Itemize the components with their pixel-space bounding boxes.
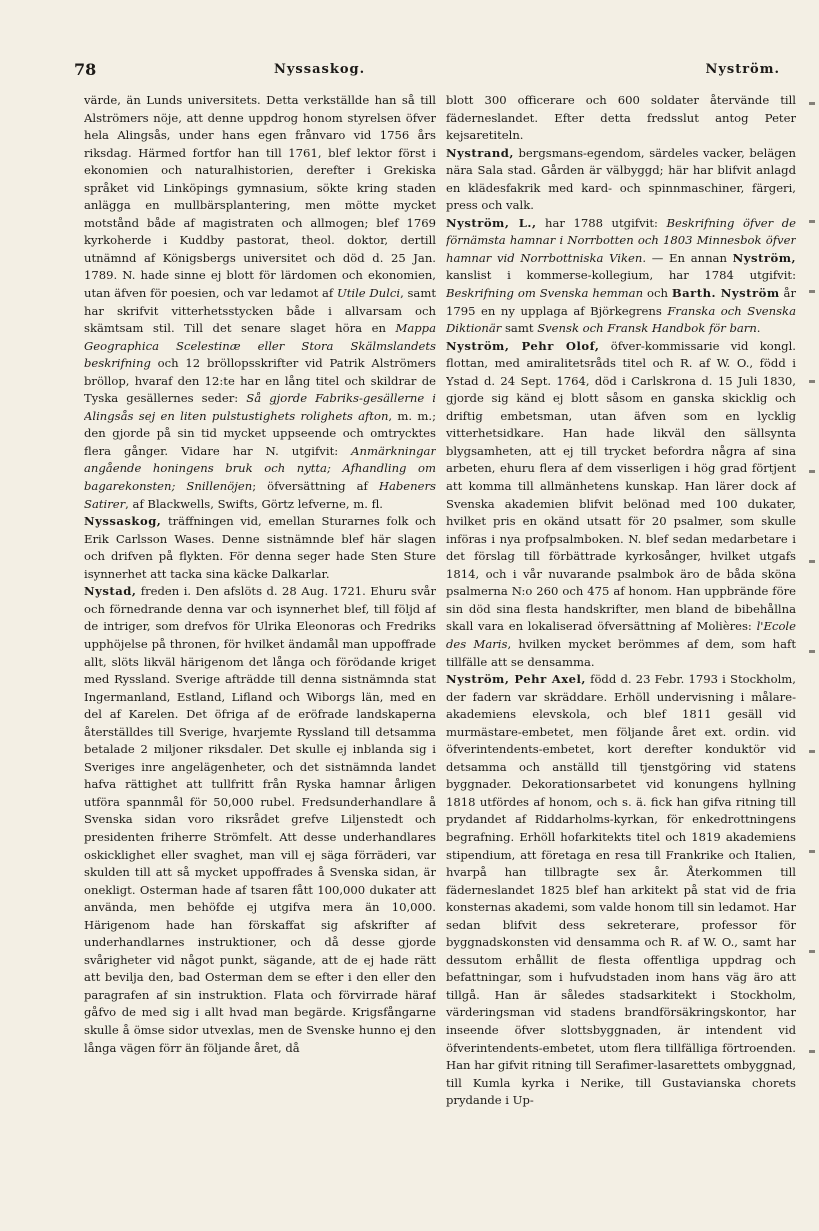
headword: Nyström, Pehr Olof, <box>446 338 600 353</box>
entry-nystrom-pehr-axel: Nyström, Pehr Axel, född d. 23 Febr. 1793 i Stockholm, der fadern var skräddare. Erhöll undervisning i målare-akademiens elevskola, och blef 1811 gesäll vid murmästare-embetet, men följande året ext. ordin. vid öfverintendents-embetet, kort derefter konduktör vid detsamma och anställd till tjenstgöring vid statens byggnader. Dekorationsarbetet vid konungens hyllning 1818 utfördes af honom, och s. ä. fick han gifva ritning till prydandet af Riddarholms-kyrkan, för enkedrottningens begrafning. Erhöll hofarkitekts titel och 1819 akademiens stipendium, att företaga en resa till Frankrike och Italien, hvarpå han tillbragte sex år. Återkommen till fäderneslandet 1825 blef han arkitekt på stat vid de fria konsternas akademi, som valde honom till sin ledamot. Har sedan blifvit dess sekreterare, professor för byggnadskonsten vid densamma och R. af W. O., samt har dessutom erhållit de flesta offentliga uppdrag och befattningar, som i hufvudstaden inom hans väg äro att tillgå. Han är således stadsarkitekt i Stockholm, värderingsman vid stadens brandförsäkringskontor, har inseende öfver slottsbyggnaden, är intendent vid öfverintendents-embetet, utom flera tillfälliga förtroenden. Han har gifvit ritning till Serafimer-lasarettets ombyggnad, till Kumla kyrka i Nerike, till Gustavianska chorets prydande i Up- <box>446 672 796 1108</box>
right-column <box>446 92 796 1212</box>
entry-nystad: Nystad, freden i. Den afslöts d. 28 Aug. 1721. Ehuru svår och förnedrande denna var och isynnerhet blef, till följd af de intriger, som drefvos för Ulrika Eleonoras och Fredriks upphöjelse på thronen, för hvilket ändamål man uppoffrade allt, slöts likväl härigenom det långa och förödande kriget med Ryssland. Sverige afträdde till denna sistnämnda stat Ingermanland, Estland, Lifland och Wiborgs län, med en del af Karelen. Det öfriga af de eröfrade landskaperna återställdes till Sverige, hvarjemte Ryssland till detsamma betalade 2 miljoner riksdaler. Det skulle ej inblanda sig i Sveriges inre angelägenheter, och det sistnämnda landet hafva rättighet att tullfritt från Ryska hamnar årligen utföra spannmål för 50,000 rubel. Fredsunderhandlare å Svenska sidan voro riksrådet grefve Liljenstedt och presidenten friherre Strömfelt. Att desse underhandlares oskicklighet eller svaghet, man vill ej säga förräderi, var skulden till att så mycket uppoffrades å Svenska sidan, är onekligt. Osterman hade af tsaren fått 100,000 dukater att använda, men behöfde ej utgifva mera än 10,000. Härigenom hade han förskaffat sig afskrifter af underhandlarnes instruktioner, och då desse gjorde svårigheter vid något punkt, sägande, att de ej hade rätt att bevilja den, bad Osterman dem se efter i den eller den paragrafen af sin instruktion. Flata och förvirrade häraf gåfvo de med sig i allt hvad man begärde. Krigsfångarne skulle å ömse sidor utvexlas, men de Svenske hunno ej den långa vägen förr än följande året, då <box>84 584 436 1055</box>
headword: Nystad, <box>84 584 137 599</box>
running-head-left: Nyssaskog. <box>274 62 366 77</box>
page-header <box>74 60 794 84</box>
margin-bleed-marks <box>801 90 815 1210</box>
running-head-right: Nyström. <box>705 62 780 77</box>
left-column <box>84 92 436 1212</box>
headword: Nystrand, <box>446 145 514 160</box>
headword: Nyssaskog, <box>84 514 162 529</box>
entry-nystad-continued: blott 300 officerare och 600 soldater återvände till fäderneslandet. Efter detta fredsslut antog Peter kejsaretiteln. <box>446 93 796 143</box>
entry-nyssaskog-continued: värde, än Lunds universitets. Detta verkställde han så till Alströmers nöje, att denne uppdrog honom styrelsen öfver hela Alingsås, under hans egen frånvaro vid 1756 års riksdag. Härmed fortfor han till 1761, blef lektor först i ekonomien och naturalhistorien, derefter i Grekiska språket vid Linköpings gymnasium, sökte kring staden anlägga en mullbärsplantering, men mötte mycket motstånd både af magistraten och allmogen; blef 1769 kyrkoherde i Kuddby pastorat, theol. doktor, dertill utnämnd af Königsbergs universitet och död d. 25 Jan. 1789. N. hade sinne ej blott för lärdomen och ekonomien, utan äfven för poesien, och var ledamot af Utile Dulci, samt har skrifvit vitterhetsstycken både i allvarsam och skämtsam stil. Till det senare slaget höra en Mappa Geographica Scelestinæ eller Stora Skälmslandets beskrifning och 12 bröllopsskrifter vid Patrik Alströmers bröllop, hvaraf den 12:te har en lång titel och skildrar de Tyska gesällernes seder: Så gjorde Fabriks-gesällerne i Alingsås sej en liten pulstustighets rolighets afton, m. m.; den gjorde på sin tid mycket uppseende och omtrycktes flera gånger. Vidare har N. utgifvit: Anmärkningar angående honingens bruk och nytta; Afhandling om bagarekonsten; Snillenöjen; öfversättning af Habeners Satirer, af Blackwells, Swifts, Görtz lefverne, m. fl. <box>84 93 436 511</box>
entry-nystrand: Nystrand, bergsmans-egendom, särdeles vacker, belägen nära Sala stad. Gården är välbyggd; här har blifvit anlagd en klädesfakrik med kard- och spinnmaschiner, färgeri, press och valk. <box>446 145 796 213</box>
headword: Nyström, L., <box>446 215 537 230</box>
entry-nyssaskog: Nyssaskog, träffningen vid, emellan Sturarnes folk och Erik Carlsson Wases. Denne sistnämnde blef här slagen och drifven på flykten. För denna seger hade Sten Sture isynnerhet att tacka sina käcke Dalkarlar. <box>84 514 436 581</box>
headword: Nyström, Pehr Axel, <box>446 672 586 687</box>
entry-nystrom-l: Nyström, L., har 1788 utgifvit: Beskrifning öfver de förnämsta hamnar i Norrbotten och 1803 Minnesbok öfver hamnar vid Norrbottniska Viken. — En annan Nyström, kanslist i kommerse-kollegium, har 1784 utgifvit: Beskrifning om Svenska hemman och Barth. Nyström år 1795 en ny upplaga af Björkegrens Franska och Svenska Diktionär samt Svensk och Fransk Handbok för barn. <box>446 215 796 336</box>
entry-nystrom-pehr-olof: Nyström, Pehr Olof, öfver-kommissarie vid kongl. flottan, med amiralitetsråds titel och R. af W. O., född i Ystad d. 24 Sept. 1764, död i Carlskrona d. 15 Juli 1830, gjorde sig känd ej blott såsom en ganska skicklig och driftig embetsman, utan äfven som en lycklig vitterhetsidkare. Han hade likväl den sällsynta blygsamheten, att ej till trycket befordra några af sina arbeten, ehuru flera af dem visserligen i hög grad förtjent att komma till allmänhetens kunskap. Han lärer dock af Svenska akademien blifvit belönad med 100 dukater, hvilket pris en okänd utsatt för 20 psalmer, som skulle införas i nya profpsalmboken. N. blef sedan medarbetare i det förslag till förbättrade kyrkosånger, hvilket utgafs 1814, och i vår nuvarande psalmbok äro de båda sköna psalmerna N:o 260 och 475 af honom. Han uppbrände före sin död sina flesta handskrifter, men bland de bibehållna skall vara en lokaliserad öfversättning af Molières: l'Ecole des Maris, hvilken mycket berömmes af dem, som haft tillfälle att se densamma. <box>446 338 796 669</box>
page-number: 78 <box>74 60 97 79</box>
